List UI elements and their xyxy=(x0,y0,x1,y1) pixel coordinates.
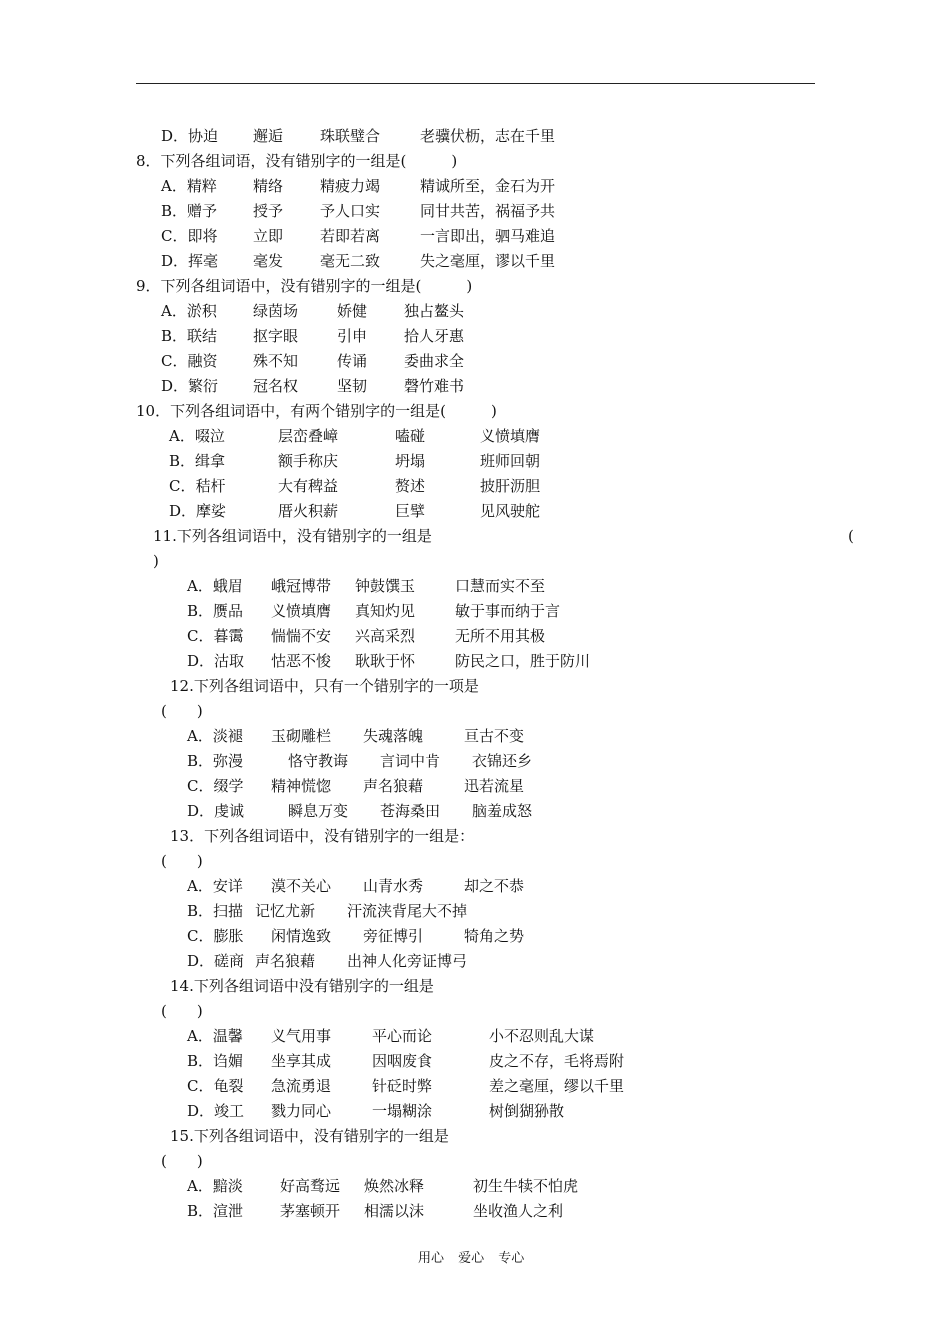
option-term: 口慧而实不至 xyxy=(455,577,546,595)
option-term: 脑羞成怒 xyxy=(472,802,533,820)
option-term: 急流勇退 xyxy=(271,1077,332,1095)
option-term: 层峦叠嶂 xyxy=(278,427,339,445)
option-term: 却之不恭 xyxy=(464,877,525,895)
option-term: D．挥毫 xyxy=(161,252,219,270)
q13-paren: ( ) xyxy=(161,852,203,870)
option-term: 精诚所至，金石为开 xyxy=(420,177,556,195)
option-term: 引申 xyxy=(337,327,368,345)
option-term: C．缀学 xyxy=(187,777,244,795)
option-term: 厝火积薪 xyxy=(278,502,339,520)
option-term: 坍塌 xyxy=(395,452,426,470)
option-term: 大有稗益 xyxy=(278,477,339,495)
option-term: C．秸杆 xyxy=(169,477,226,495)
option-term: D．竣工 xyxy=(187,1102,245,1120)
option-term: 因咽废食 xyxy=(372,1052,433,1070)
option-term: C．膨胀 xyxy=(187,927,244,945)
option-term: B．渲泄 xyxy=(187,1202,244,1220)
q9-stem: 9．下列各组词语中，没有错别字的一组是( ) xyxy=(136,277,473,295)
option-term: 若即若离 xyxy=(320,227,381,245)
option-term: 精神慌惚 xyxy=(271,777,332,795)
option-term: 惴惴不安 xyxy=(271,627,332,645)
option-term: 独占鳌头 xyxy=(404,302,465,320)
q14-stem: 14.下列各组词语中没有错别字的一组是 xyxy=(170,977,434,995)
option-term: 一塌糊涂 xyxy=(372,1102,433,1120)
option-term: 差之毫厘，缪以千里 xyxy=(489,1077,625,1095)
option-term: 娇健 xyxy=(337,302,368,320)
option-term: 针砭时弊 xyxy=(372,1077,433,1095)
option-term: 精疲力竭 xyxy=(320,177,381,195)
option-term: 瞬息万变 xyxy=(288,802,349,820)
q11-stem: 11.下列各组词语中，没有错别字的一组是 xyxy=(153,527,432,545)
option-term: 见风驶舵 xyxy=(480,502,541,520)
option-term: 义愤填膺 xyxy=(480,427,541,445)
option-term: B．诌媚 xyxy=(187,1052,244,1070)
option-term: 抠字眼 xyxy=(253,327,299,345)
option-term: 巨擘 xyxy=(395,502,426,520)
option-term: B．弥漫 xyxy=(187,752,244,770)
option-term: 耿耿于怀 xyxy=(355,652,416,670)
option-term: D．沽取 xyxy=(187,652,245,670)
q15-stem: 15.下列各组词语中，没有错别字的一组是 xyxy=(170,1127,449,1145)
option-term: C．融资 xyxy=(161,352,218,370)
option-term: 声名狼藉 xyxy=(255,952,316,970)
option-term: B．赝品 xyxy=(187,602,244,620)
option-term: 嗑碰 xyxy=(395,427,426,445)
option-term: C．龟裂 xyxy=(187,1077,244,1095)
option-term: A．安详 xyxy=(187,877,243,895)
option-term: A．精粹 xyxy=(161,177,217,195)
q11-paren-open: ( xyxy=(848,527,854,545)
option-term: 冠名权 xyxy=(253,377,299,395)
option-term: 记忆尤新 xyxy=(255,902,316,920)
option-term: 额手称庆 xyxy=(278,452,339,470)
option-term: 皮之不存，毛将焉附 xyxy=(489,1052,625,1070)
option-term: 山青水秀 xyxy=(363,877,424,895)
option-term: C．暮霭 xyxy=(187,627,244,645)
option-term: 披肝沥胆 xyxy=(480,477,541,495)
option-term: A．淡褪 xyxy=(187,727,243,745)
option-term: 出神人化旁证博弓 xyxy=(347,952,468,970)
option-term: 赘述 xyxy=(395,477,426,495)
option-term: 苍海桑田 xyxy=(380,802,441,820)
option-term: B．扫描 xyxy=(187,902,244,920)
q12-stem: 12.下列各组词语中，只有一个错别字的一项是 xyxy=(170,677,479,695)
option-term: 班师回朝 xyxy=(480,452,541,470)
option-term: 好高骛远 xyxy=(280,1177,341,1195)
option-term: 敏于事而纳于言 xyxy=(455,602,561,620)
option-term: 义气用事 xyxy=(271,1027,332,1045)
page-footer: 用心 爱心 专心 xyxy=(418,1251,525,1266)
option-term: 绿茵场 xyxy=(253,302,299,320)
option-term: 拾人牙惠 xyxy=(404,327,465,345)
option-term: 失之毫厘，谬以千里 xyxy=(420,252,556,270)
q11-paren-close: ) xyxy=(153,552,159,570)
option-term: 精络 xyxy=(253,177,284,195)
option-term: A．温馨 xyxy=(187,1027,243,1045)
option-term: 同甘共苦，祸福予共 xyxy=(420,202,556,220)
option-term: 言词中肯 xyxy=(380,752,441,770)
option-term: 委曲求全 xyxy=(404,352,465,370)
option-term: D．繁衍 xyxy=(161,377,219,395)
option-term: 钟鼓馔玉 xyxy=(355,577,416,595)
option-term: B．赠予 xyxy=(161,202,218,220)
option-term: 犄角之势 xyxy=(464,927,525,945)
option-term: 授予 xyxy=(253,202,284,220)
option-term: 迅若流星 xyxy=(464,777,525,795)
option-term: A．淤积 xyxy=(161,302,217,320)
option-term: D．磋商 xyxy=(187,952,245,970)
option-term: 茅塞顿开 xyxy=(280,1202,341,1220)
q10-stem: 10．下列各组词语中，有两个错别字的一组是( ) xyxy=(136,402,497,420)
option-term: 毫发 xyxy=(253,252,284,270)
option-term: 珠联璧合 xyxy=(320,127,381,145)
option-term: 初生牛犊不怕虎 xyxy=(473,1177,579,1195)
option-term: A．蛾眉 xyxy=(187,577,243,595)
option-term: 兴高采烈 xyxy=(355,627,416,645)
option-term: 亘古不变 xyxy=(464,727,525,745)
option-term: 毫无二致 xyxy=(320,252,381,270)
option-term: D．摩娑 xyxy=(169,502,227,520)
option-term: 汗流浃背尾大不掉 xyxy=(347,902,468,920)
option-term: 失魂落魄 xyxy=(363,727,424,745)
option-term: 传诵 xyxy=(337,352,368,370)
q15-paren: ( ) xyxy=(161,1152,203,1170)
option-term: 立即 xyxy=(253,227,284,245)
option-term: 戮力同心 xyxy=(271,1102,332,1120)
option-term: C．即将 xyxy=(161,227,218,245)
option-term: 平心而论 xyxy=(372,1027,433,1045)
option-term: 恪守教诲 xyxy=(288,752,349,770)
option-term: 坚韧 xyxy=(337,377,368,395)
option-term: 邂逅 xyxy=(253,127,284,145)
option-term: 怙恶不悛 xyxy=(271,652,332,670)
option-term: 闲情逸致 xyxy=(271,927,332,945)
option-term: 声名狼藉 xyxy=(363,777,424,795)
option-term: 殊不知 xyxy=(253,352,299,370)
option-term: 坐收渔人之利 xyxy=(473,1202,564,1220)
option-term: 相濡以沫 xyxy=(364,1202,425,1220)
option-term: B．联结 xyxy=(161,327,218,345)
option-term: 无所不用其极 xyxy=(455,627,546,645)
option-term: 树倒猢狲散 xyxy=(489,1102,565,1120)
option-term: D．协迫 xyxy=(161,127,219,145)
option-term: A．啜泣 xyxy=(169,427,225,445)
header-rule xyxy=(136,83,815,84)
option-term: 玉砌雕栏 xyxy=(271,727,332,745)
option-term: 义愤填膺 xyxy=(271,602,332,620)
option-term: 小不忍则乱大谋 xyxy=(489,1027,595,1045)
q12-paren: ( ) xyxy=(161,702,203,720)
option-term: 老骥伏枥，志在千里 xyxy=(420,127,556,145)
option-term: 衣锦还乡 xyxy=(472,752,533,770)
option-term: 峨冠博带 xyxy=(271,577,332,595)
option-term: 焕然冰释 xyxy=(364,1177,425,1195)
option-term: 一言即出，驷马难追 xyxy=(420,227,556,245)
option-term: 旁征博引 xyxy=(363,927,424,945)
option-term: 真知灼见 xyxy=(355,602,416,620)
option-term: A．黯淡 xyxy=(187,1177,243,1195)
q8-stem: 8．下列各组词语，没有错别字的一组是( ) xyxy=(136,152,458,170)
option-term: 磬竹难书 xyxy=(404,377,465,395)
q13-stem: 13．下列各组词语中，没有错别字的一组是： xyxy=(170,827,475,845)
option-term: 漠不关心 xyxy=(271,877,332,895)
option-term: 予人口实 xyxy=(320,202,381,220)
option-term: 防民之口，胜于防川 xyxy=(455,652,591,670)
option-term: B．缉拿 xyxy=(169,452,226,470)
q14-paren: ( ) xyxy=(161,1002,203,1020)
option-term: 坐享其成 xyxy=(271,1052,332,1070)
option-term: D．虔诚 xyxy=(187,802,245,820)
